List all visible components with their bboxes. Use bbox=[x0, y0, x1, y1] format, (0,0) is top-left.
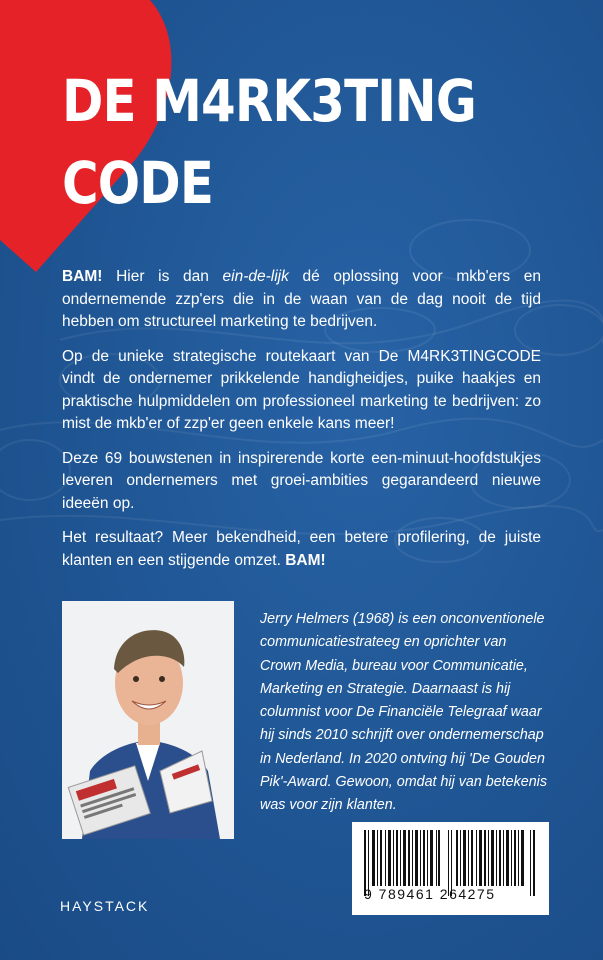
blurb-p1-text-b: dé oplossing voor mkb'ers en ondernemende zzp'ers die in de waan van de dag nooit de tijd hebben om structureel marketing te bedrijven. bbox=[62, 268, 541, 330]
title-line-1: DE M4RK3TING bbox=[62, 67, 476, 135]
blurb-p1-text-a: Hier is dan bbox=[102, 268, 223, 285]
blurb-paragraph-2: Op de unieke strategische routekaart van De M4RK3TINGCODE vindt de ondernemer prikkelende handigheidjes, puike haakjes en praktische hulpmiddelen om professioneel marketing te bedrijven: zo mist de mkb'er of zzp'er geen enkele kans meer! bbox=[62, 347, 541, 432]
title-line-2: CODE bbox=[62, 149, 214, 217]
author-bio: Jerry Helmers (1968) is een onconventionele communicatiestrateeg en oprichter van Crown Media, bureau voor Communicatie, Marketing en Strategie. Daarnaast is hij columnist voor De Financiële Telegraaf waar hij sinds 2010 schrijft over ondernemerschap in Nederland. In 2020 ontving hij 'De Gouden Pik'-Award. Gewoon, omdat hij van betekenis was voor zijn klanten. bbox=[260, 611, 547, 814]
bam-label-end: BAM! bbox=[285, 551, 326, 569]
blurb-paragraph-1 bbox=[62, 266, 541, 334]
blurb-paragraph-3: Deze 69 bouwstenen in inspirerende korte een-minuut-hoofdstukjes leveren ondernemers met groei-ambities gegarandeerd nieuwe ideeën op. bbox=[62, 449, 541, 512]
isbn-number: 9 789461 264275 bbox=[364, 886, 496, 902]
blurb-paragraph-4 bbox=[62, 527, 541, 572]
blurb bbox=[62, 266, 541, 584]
blurb-p4-text: Het resultaat? Meer bekendheid, een betere profilering, de juiste klanten en een stijgende omzet. bbox=[62, 529, 541, 569]
blurb-p1-emphasis: ein-de-lijk bbox=[222, 268, 289, 285]
book-title bbox=[62, 60, 509, 224]
publisher-logo: HAYSTACK bbox=[60, 898, 150, 914]
author-photo bbox=[62, 601, 234, 839]
isbn-barcode bbox=[352, 822, 549, 915]
bam-label: BAM! bbox=[62, 268, 103, 285]
